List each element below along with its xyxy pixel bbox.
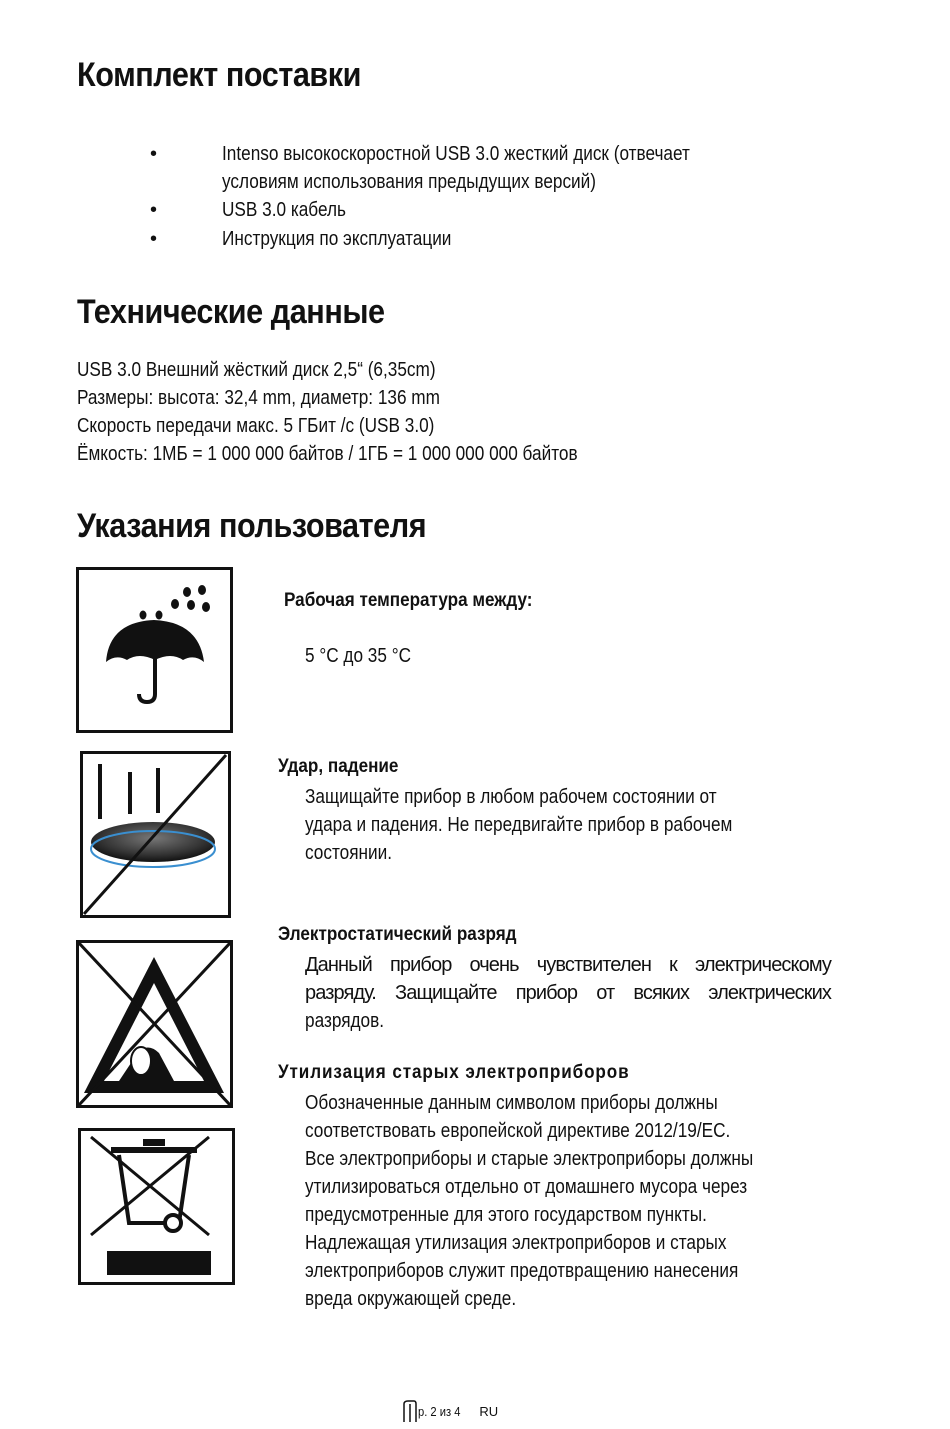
disposal-title: Утилизация старых электроприборов <box>278 1062 630 1083</box>
disposal-line: вреда окружающей среде. <box>305 1288 517 1310</box>
esd-line: разряду. Защищайте прибор от всяких электрических <box>305 982 831 1004</box>
umbrella-rain-icon <box>76 567 233 733</box>
disposal-line: Надлежащая утилизация электроприборов и старых <box>305 1232 727 1254</box>
esd-line: Данный прибор очень чувствителен к электрическому <box>305 954 831 976</box>
tech-line: Ёмкость: 1МБ = 1 000 000 байтов / 1ГБ = 1 000 000 000 байтов <box>77 443 578 465</box>
delivery-item-1: Intenso высокоскоростной USB 3.0 жесткий диск (отвечает <box>222 143 690 165</box>
esd-title: Электростатический разряд <box>278 924 517 945</box>
page-number: р. 2 из 4 <box>418 1403 461 1419</box>
delivery-item-2: USB 3.0 кабель <box>222 199 346 221</box>
shock-line: состоянии. <box>305 842 393 864</box>
esd-warning-icon <box>76 940 233 1108</box>
section-title-user-notes: Указания пользователя <box>77 507 427 545</box>
esd-line: разрядов. <box>305 1010 385 1032</box>
disposal-line: Обозначенные данным символом приборы должны <box>305 1092 718 1114</box>
tech-line: Скорость передачи макс. 5 ГБит /c (USB 3.0) <box>77 415 435 437</box>
disposal-line: соответствовать европейской директиве 2012/19/EC. <box>305 1120 731 1142</box>
esd-body <box>305 951 831 1035</box>
language-code: RU <box>479 1403 499 1419</box>
crossed-bin-icon <box>78 1128 235 1285</box>
temperature-value: 5 °C до 35 °C <box>305 645 412 667</box>
shock-title: Удар, падение <box>278 756 399 777</box>
no-drop-icon <box>80 751 231 918</box>
tech-line: USB 3.0 Внешний жёсткий диск 2,5“ (6,35cm) <box>77 359 436 381</box>
disposal-body <box>305 1089 826 1313</box>
disposal-line: электроприборов служит предотвращению нанесения <box>305 1260 739 1282</box>
section-title-delivery: Комплект поставки <box>77 56 362 94</box>
section-title-tech: Технические данные <box>77 293 385 331</box>
shock-line: удара и падения. Не передвигайте прибор в рабочем <box>305 814 733 836</box>
delivery-item-1-cont: условиям использования предыдущих версий) <box>222 171 597 193</box>
tech-line: Размеры: высота: 32,4 mm, диаметр: 136 mm <box>77 387 440 409</box>
page-mark-icon <box>402 1400 418 1422</box>
delivery-item-3: Инструкция по эксплуатации <box>222 228 452 250</box>
page-footer <box>402 1400 498 1422</box>
disposal-line: Все электроприборы и старые электроприборы должны <box>305 1148 754 1170</box>
disposal-line: предусмотренные для этого государством пункты. <box>305 1204 707 1226</box>
shock-body <box>305 783 802 867</box>
tech-specs <box>77 356 659 468</box>
temperature-title: Рабочая температура между: <box>284 590 533 611</box>
disposal-line: утилизироваться отдельно от домашнего мусора через <box>305 1176 748 1198</box>
shock-line: Защищайте прибор в любом рабочем состоянии от <box>305 786 717 808</box>
